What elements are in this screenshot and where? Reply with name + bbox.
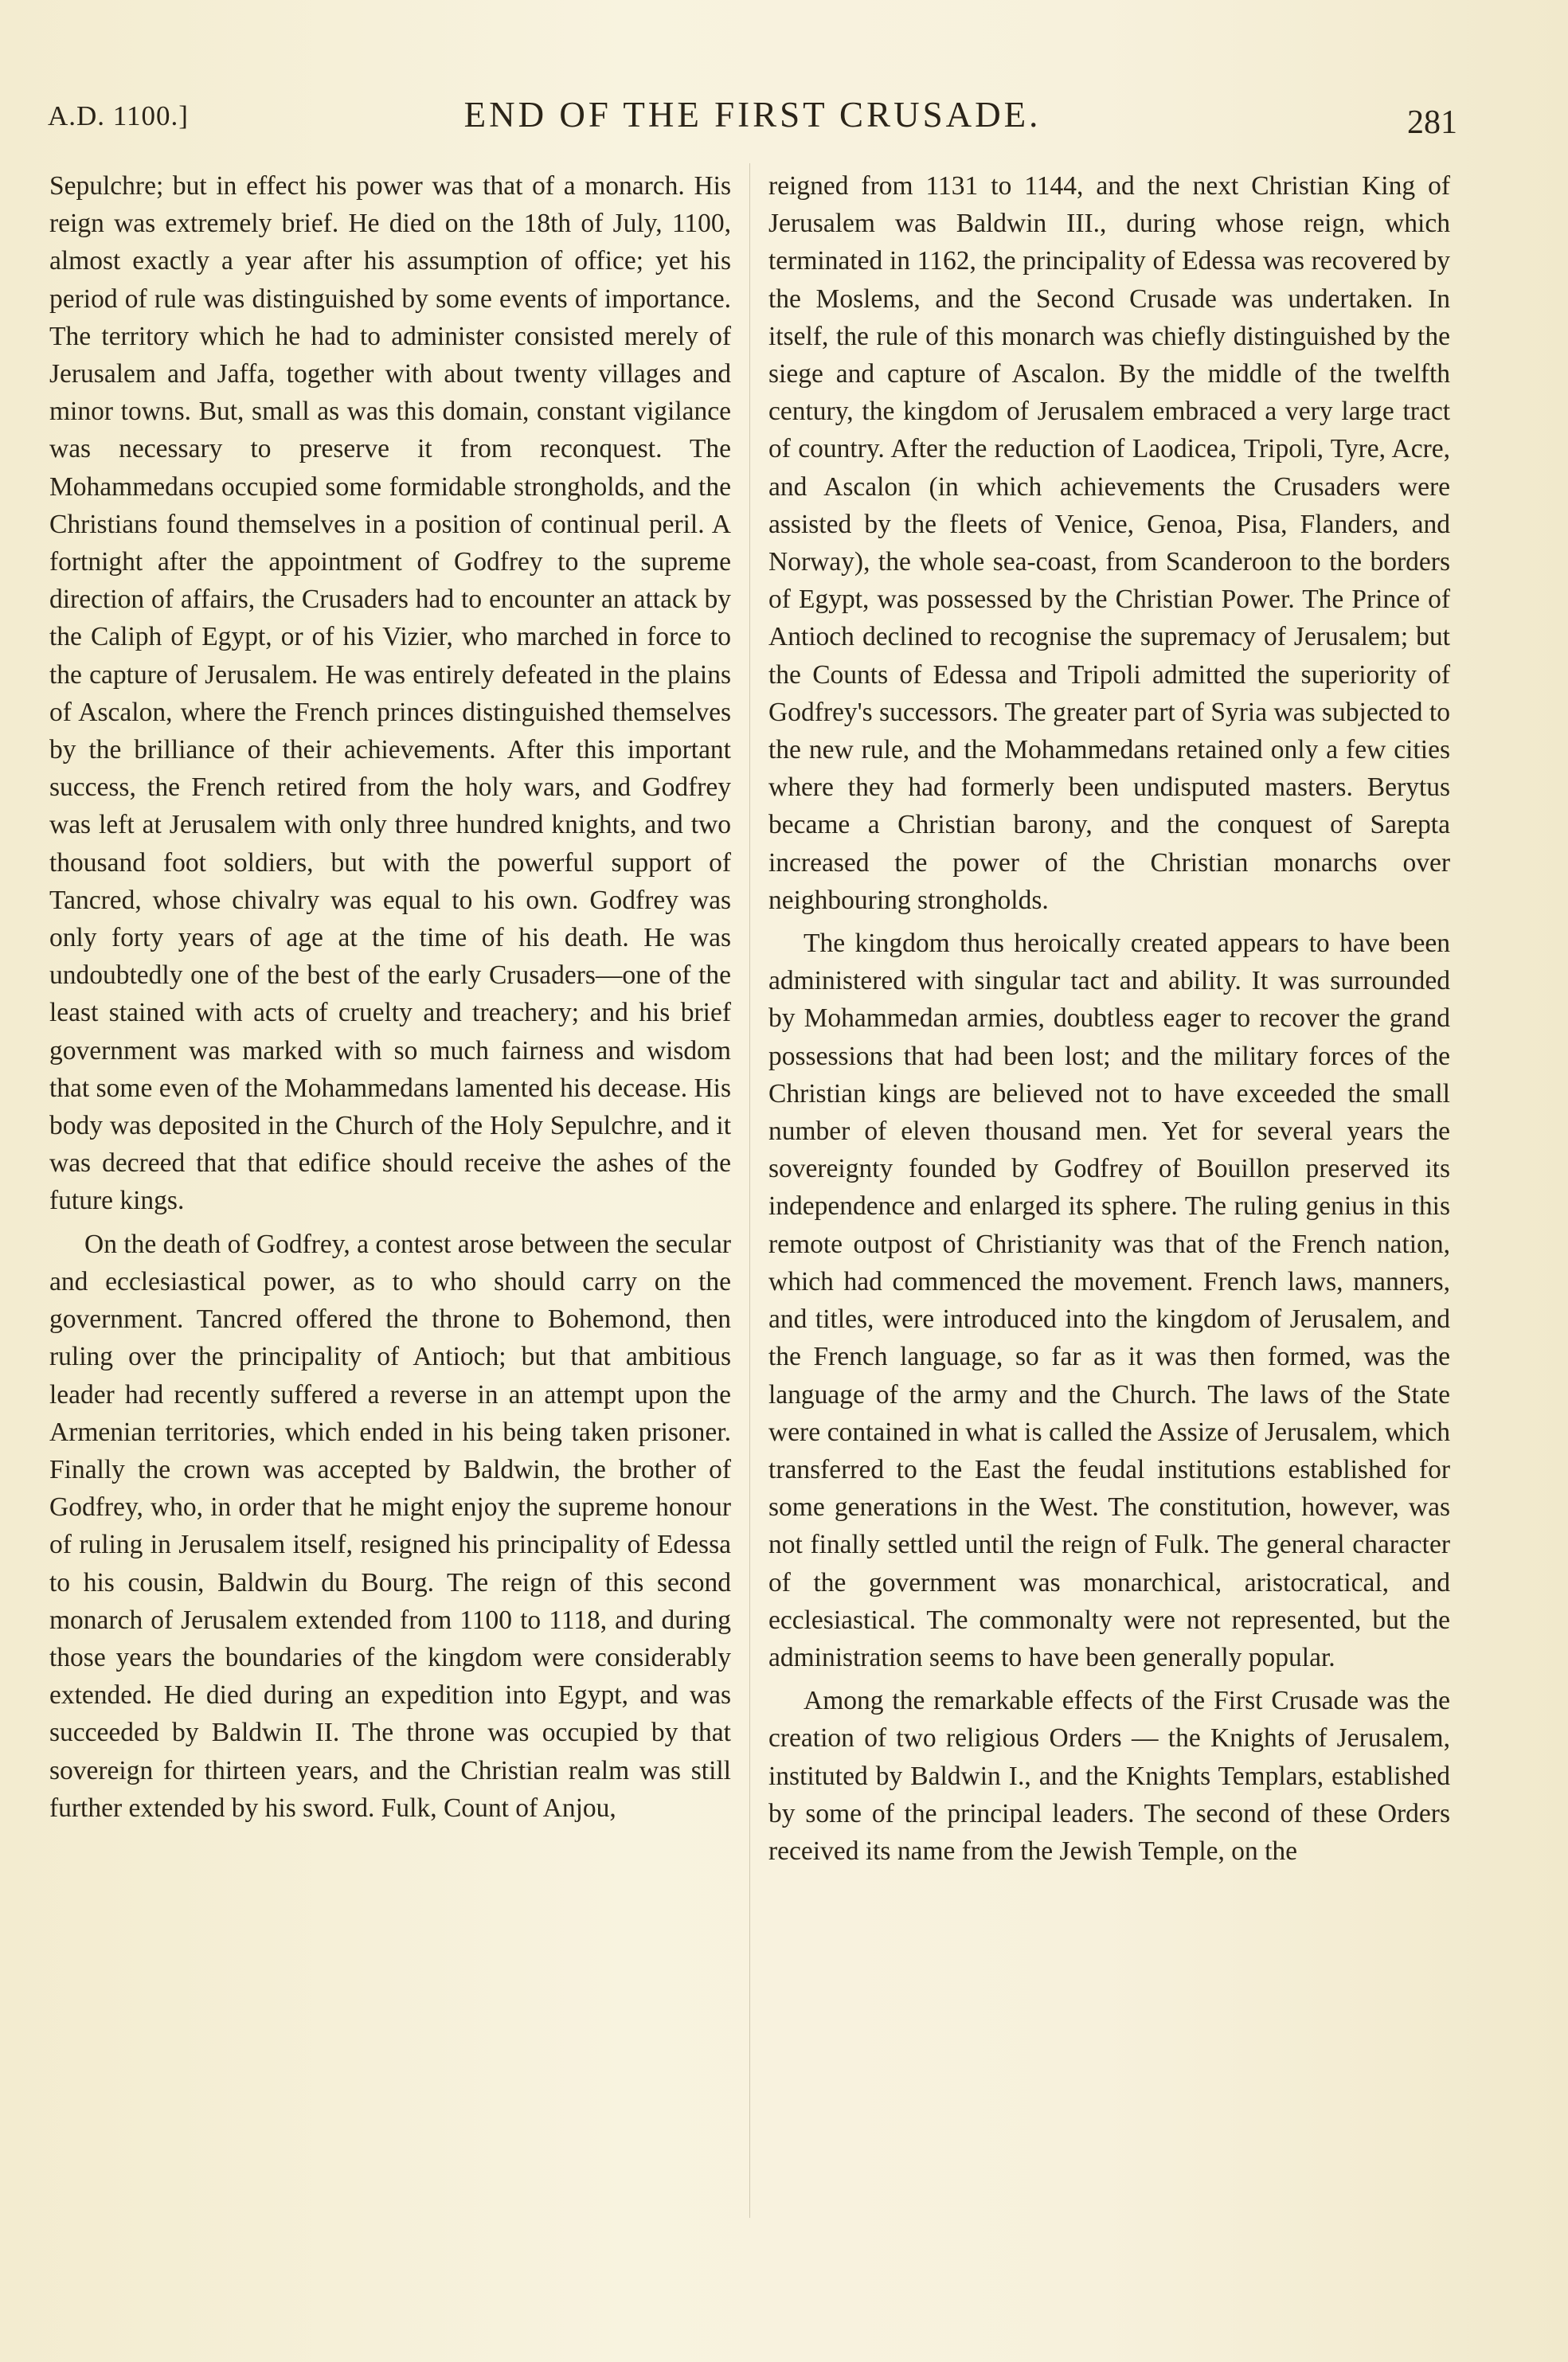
- header-title: END OF THE FIRST CRUSADE.: [463, 95, 1042, 135]
- left-paragraph-2: On the death of Godfrey, a contest arose between the secular and ecclesiastical power, as to who should carry on the government. Tancred offered the throne to Bohemond, then ruling over the principality of Antioch; but that ambitious leader had recently suffered a reverse in an attempt upon the Armenian territories, which ended in his being taken prisoner. Finally the crown was accepted by Baldwin, the brother of Godfrey, who, in order that he might enjoy the supreme honour of ruling in Jerusalem itself, resigned his principality of Edessa to his cousin, Baldwin du Bourg. The reign of this second monarch of Jerusalem extended from 1100 to 1118, and during those years the boundaries of the kingdom were considerably extended. He died during an expedition into Egypt, and was succeeded by Baldwin II. The throne was occupied by that sovereign for thirteen years, and the Christian realm was still further extended by his sword. Fulk, Count of Anjou,: [49, 1229, 731, 1823]
- right-paragraph-2: The kingdom thus heroically created appears to have been administered with singular tact and ability. It was surrounded by Mohammedan armies, doubtless eager to recover the grand possessions that had been lost; and the military forces of the Christian kings are believed not to have exceeded the small number of eleven thousand men. Yet for several years the sovereignty founded by Godfrey of Bouillon preserved its independence and enlarged its sphere. The ruling genius in this remote outpost of Christianity was that of the French nation, which had commenced the movement. French laws, manners, and titles, were introduced into the kingdom of Jerusalem, and the French language, so far as it was then formed, was the language of the army and the Church. The laws of the State were contained in what is called the Assize of Jerusalem, which transferred to the East the feudal institutions established for some generations in the West. The constitution, however, was not finally settled until the reign of Fulk. The general character of the government was monarchical, aristocratical, and ecclesiastical. The commonalty were not represented, but the administration seems to have been generally popular.: [768, 929, 1450, 1672]
- page-number: 281: [1407, 104, 1457, 141]
- header-date: A.D. 1100.]: [48, 100, 189, 131]
- right-paragraph-3: Among the remarkable effects of the First Crusade was the creation of two religious Orders — the Knights of Jerusalem, instituted by Baldwin I., and the Knights Templars, established by some of the principal leaders. The second of these Orders received its name from the Jewish Temple, on the: [768, 1686, 1450, 1866]
- left-paragraph-1: Sepulchre; but in effect his power was that of a monarch. His reign was extremely brief. He died on the 18th of July, 1100, almost exactly a year after his assumption of office; yet his period of rule was distinguished by some events of importance. The territory which he had to administer consisted merely of Jerusalem and Jaffa, together with about twenty villages and minor towns. But, small as was this domain, constant vigilance was necessary to preserve it from reconquest. The Mohammedans occupied some formidable strongholds, and the Christians found themselves in a position of continual peril. A fortnight after the appointment of Godfrey to the supreme direction of affairs, the Crusaders had to encounter an attack by the Caliph of Egypt, or of his Vizier, who marched in force to the capture of Jerusalem. He was entirely defeated in the plains of Ascalon, where the French princes distinguished themselves by the brilliance of their achievements. After this important success, the French retired from the holy wars, and Godfrey was left at Jerusalem with only three hundred knights, and two thousand foot soldiers, but with the powerful support of Tancred, whose chivalry was equal to his own. Godfrey was only forty years of age at the time of his death. He was undoubtedly one of the best of the early Crusaders—one of the least stained with acts of cruelty and treachery; and his brief government was marked with so much fairness and wisdom that some even of the Mohammedans lamented his decease. His body was deposited in the Church of the Holy Sepulchre, and it was decreed that that edifice should receive the ashes of the future kings.: [49, 171, 731, 1216]
- running-header: [48, 94, 1457, 142]
- column-divider: [749, 163, 750, 2218]
- right-paragraph-1: reigned from 1131 to 1144, and the next Christian King of Jerusalem was Baldwin III., during whose reign, which terminated in 1162, the principality of Edessa was recovered by the Moslems, and the Second Crusade was undertaken. In itself, the rule of this monarch was chiefly distinguished by the siege and capture of Ascalon. By the middle of the twelfth century, the kingdom of Jerusalem embraced a very large tract of country. After the reduction of Laodicea, Tripoli, Tyre, Acre, and Ascalon (in which achievements the Crusaders were assisted by the fleets of Venice, Genoa, Pisa, Flanders, and Norway), the whole sea-coast, from Scanderoon to the borders of Egypt, was possessed by the Christian Power. The Prince of Antioch declined to recognise the supremacy of Jerusalem; but the Counts of Edessa and Tripoli admitted the superiority of Godfrey's successors. The greater part of Syria was subjected to the new rule, and the Mohammedans retained only a few cities where they had formerly been undisputed masters. Berytus became a Christian barony, and the conquest of Sarepta increased the power of the Christian monarchs over neighbouring strongholds.: [768, 171, 1450, 915]
- left-column: [49, 167, 731, 1827]
- right-column: [768, 167, 1450, 1870]
